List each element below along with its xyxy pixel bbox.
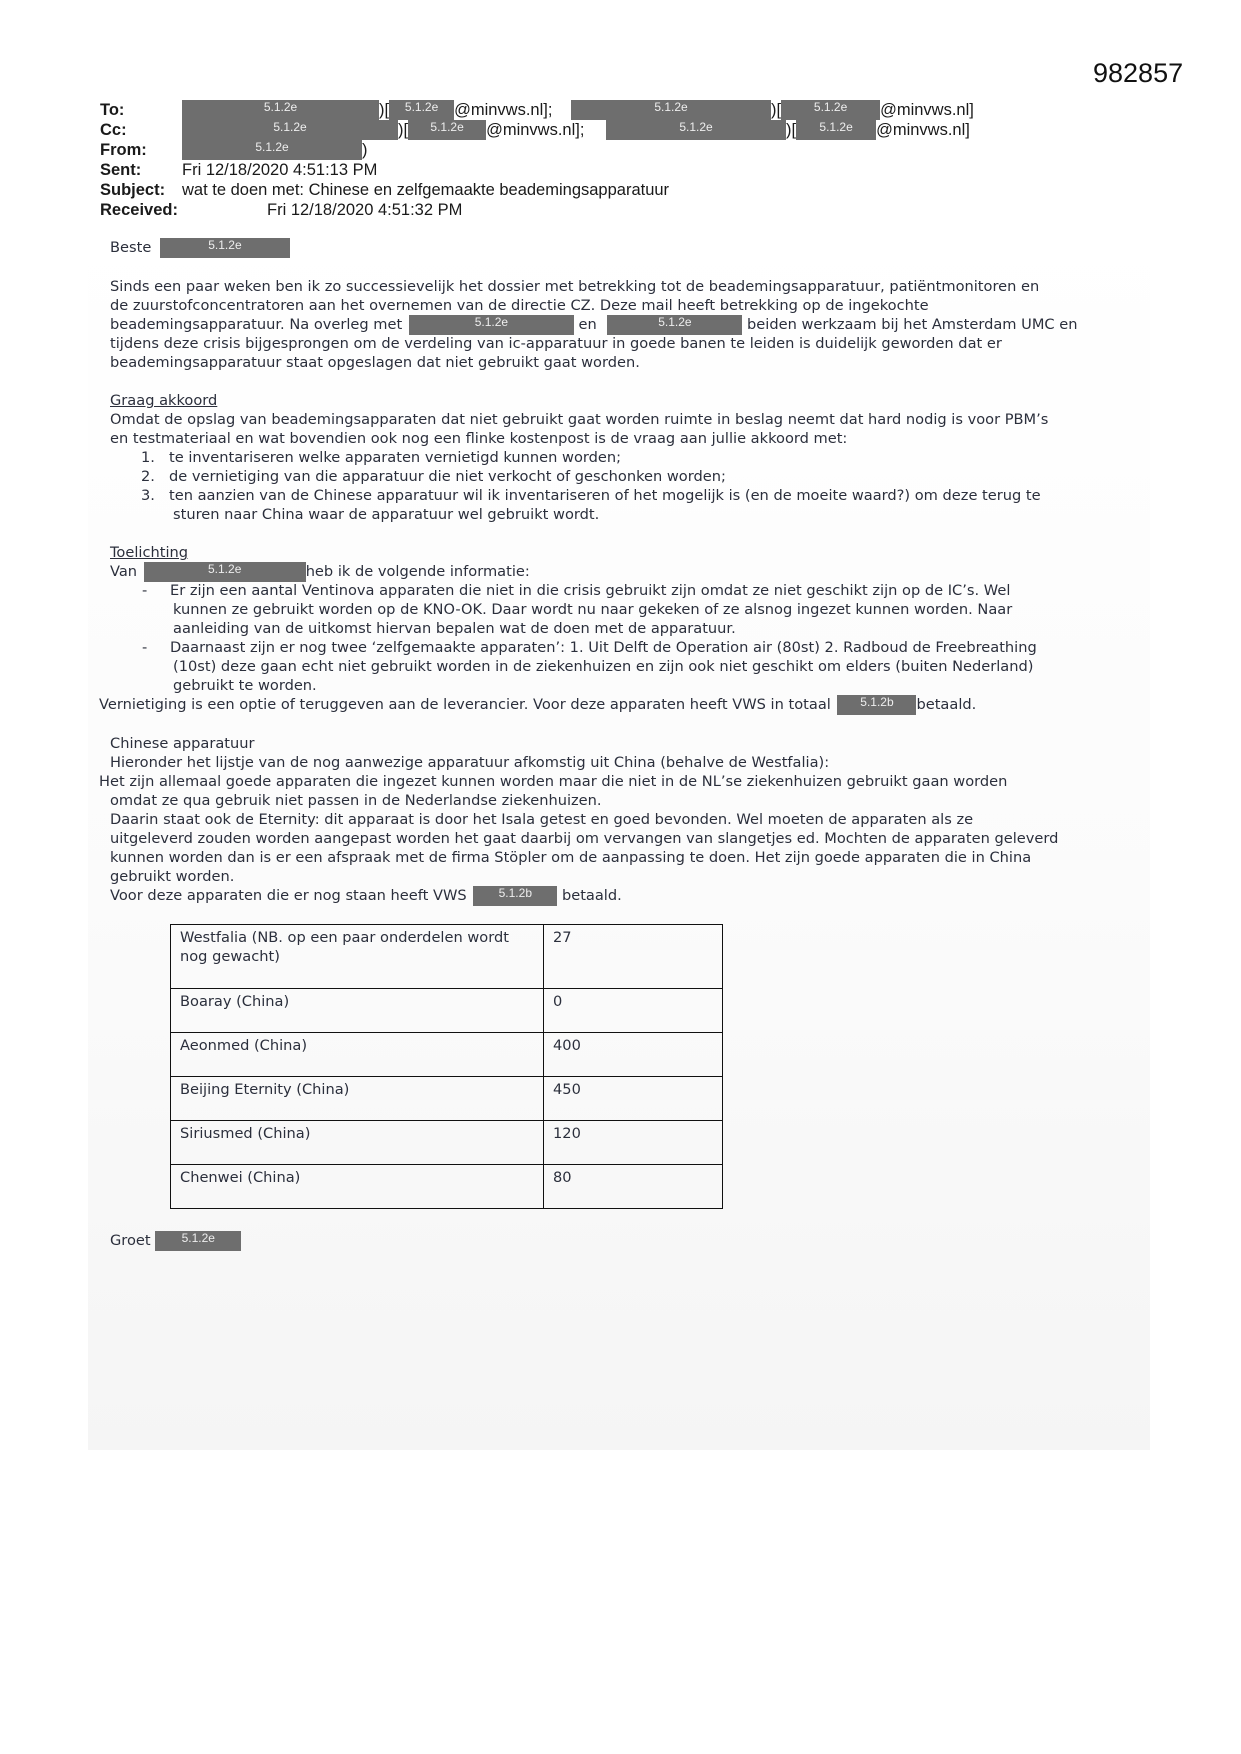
bullet-line: (10st) deze gaan echt niet gebruikt worden in de ziekenhuizen en zijn ook niet geschikt om elders (buiten Nederland) bbox=[173, 658, 1034, 675]
apparatus-table bbox=[170, 924, 723, 1209]
body-line: kunnen worden dan is er een afspraak met de firma Stöpler om de aanpassing te doen. Het zijn goede apparaten die in China bbox=[110, 849, 1032, 866]
table-cell-qty: 0 bbox=[544, 989, 723, 1033]
list-number: 2. bbox=[141, 468, 155, 485]
table-row bbox=[171, 989, 723, 1033]
redaction: 5.1.2e bbox=[182, 120, 398, 140]
body-line: Van 5.1.2e heb ik de volgende informatie: bbox=[110, 562, 530, 580]
table-cell-qty: 27 bbox=[544, 925, 723, 989]
email-domain: @minvws.nl]; bbox=[454, 101, 553, 119]
table-cell-name: Aeonmed (China) bbox=[171, 1033, 544, 1077]
redaction: 5.1.2e bbox=[182, 140, 362, 160]
list-item: de vernietiging van die apparatuur die niet verkocht of geschonken worden; bbox=[169, 468, 726, 485]
bullet-dash: - bbox=[142, 582, 148, 599]
table-row bbox=[171, 925, 723, 989]
sent-label: Sent: bbox=[100, 161, 142, 179]
redaction: 5.1.2e bbox=[606, 120, 786, 140]
table-cell-name: Boaray (China) bbox=[171, 989, 544, 1033]
table-row bbox=[171, 1077, 723, 1121]
document-id: 982857 bbox=[1093, 58, 1184, 88]
table-row bbox=[171, 1121, 723, 1165]
table-row bbox=[171, 1033, 723, 1077]
email-domain: @minvws.nl]; bbox=[486, 121, 585, 139]
body-line: Vernietiging is een optie of teruggeven aan de leverancier. Voor deze apparaten heeft VWS in totaal 5.1.2b betaald. bbox=[99, 695, 977, 713]
bullet-dash: - bbox=[142, 639, 148, 656]
body-line: gebruikt worden. bbox=[110, 868, 235, 885]
bracket: ) bbox=[362, 141, 368, 159]
body-line: omdat ze qua gebruik niet passen in de Nederlandse ziekenhuizen. bbox=[110, 792, 602, 809]
body-line: beademingsapparatuur. Na overleg met 5.1.2e en 5.1.2e beiden werkzaam bij het Amsterdam UMC en bbox=[110, 315, 1078, 333]
bullet-line: Er zijn een aantal Ventinova apparaten die niet in die crisis gebruikt zijn omdat ze niet geschikt zijn op de IC’s. Wel bbox=[170, 582, 1011, 599]
body-line: beademingsapparatuur staat opgeslagen dat niet gebruikt gaat worden. bbox=[110, 354, 640, 371]
sent-value: Fri 12/18/2020 4:51:13 PM bbox=[182, 161, 378, 179]
email-domain: @minvws.nl] bbox=[880, 101, 974, 119]
table-cell-name: Beijing Eternity (China) bbox=[171, 1077, 544, 1121]
body-line: Hieronder het lijstje van de nog aanwezige apparatuur afkomstig uit China (behalve de Westfalia): bbox=[110, 754, 830, 771]
subject-label: Subject: bbox=[100, 181, 166, 199]
redaction: 5.1.2e bbox=[160, 238, 290, 258]
bracket: )[ bbox=[771, 101, 782, 119]
redaction: 5.1.2e bbox=[408, 120, 486, 140]
table-cell-qty: 400 bbox=[544, 1033, 723, 1077]
redaction: 5.1.2e bbox=[607, 315, 742, 335]
table-cell-qty: 450 bbox=[544, 1077, 723, 1121]
redaction: 5.1.2b bbox=[473, 886, 557, 906]
redaction: 5.1.2e bbox=[389, 100, 454, 120]
body-line: en testmateriaal en wat bovendien ook nog een flinke kostenpost is de vraag aan jullie akkoord met: bbox=[110, 430, 848, 447]
redaction: 5.1.2e bbox=[409, 315, 574, 335]
subject-value: wat te doen met: Chinese en zelfgemaakte beademingsapparatuur bbox=[182, 181, 670, 199]
table-cell-name: Chenwei (China) bbox=[171, 1165, 544, 1209]
body-line: tijdens deze crisis bijgesprongen om de verdeling van ic-apparatuur in goede banen te leiden is duidelijk geworden dat er bbox=[110, 335, 1002, 352]
bracket: )[ bbox=[398, 121, 409, 139]
body-line: Sinds een paar weken ben ik zo successievelijk het dossier met betrekking tot de beademingsapparatuur, patiëntmonitoren en bbox=[110, 278, 1040, 295]
redaction: 5.1.2e bbox=[182, 100, 379, 120]
redaction: 5.1.2e bbox=[796, 120, 876, 140]
bullet-line: gebruikt te worden. bbox=[173, 677, 317, 694]
table-cell-qty: 120 bbox=[544, 1121, 723, 1165]
redaction: 5.1.2e bbox=[781, 100, 880, 120]
body-line: de zuurstofconcentratoren aan het overnemen van de directie CZ. Deze mail heeft betrekking op de ingekochte bbox=[110, 297, 929, 314]
redaction: 5.1.2b bbox=[837, 695, 916, 715]
cc-label: Cc: bbox=[100, 121, 127, 139]
bullet-line: aanleiding van de uitkomst hiervan bepalen wat de doen met de apparatuur. bbox=[173, 620, 736, 637]
body-line: uitgeleverd zouden worden aangepast worden het gaat daarbij om vervangen van slangetjes ed. Mochten de apparaten geleverd bbox=[110, 830, 1059, 847]
section-title: Toelichting bbox=[110, 544, 189, 561]
received-value: Fri 12/18/2020 4:51:32 PM bbox=[267, 201, 463, 219]
to-label: To: bbox=[100, 101, 125, 119]
list-item: ten aanzien van de Chinese apparatuur wil ik inventariseren of het mogelijk is (en de moeite waard?) om deze terug te bbox=[169, 487, 1041, 504]
table-row bbox=[171, 1165, 723, 1209]
body-line: Het zijn allemaal goede apparaten die ingezet kunnen worden maar die niet in de NL’se ziekenhuizen gebruikt gaan worden bbox=[99, 773, 1008, 790]
section-title: Graag akkoord bbox=[110, 392, 218, 409]
list-item: sturen naar China waar de apparatuur wel gebruikt wordt. bbox=[173, 506, 600, 523]
redaction: 5.1.2e bbox=[144, 562, 306, 582]
list-number: 1. bbox=[141, 449, 155, 466]
greeting: Beste 5.1.2e bbox=[110, 238, 290, 258]
redaction: 5.1.2e bbox=[155, 1231, 241, 1251]
bullet-line: Daarnaast zijn er nog twee ‘zelfgemaakte apparaten’: 1. Uit Delft de Operation air (80st) 2. Radboud de Freebreathing bbox=[170, 639, 1037, 656]
bullet-line: kunnen ze gebruikt worden op de KNO-OK. Daar wordt nu naar gekeken of ze alsnog ingezet kunnen worden. Naar bbox=[173, 601, 1013, 618]
redaction: 5.1.2e bbox=[571, 100, 771, 120]
bracket: )[ bbox=[786, 121, 797, 139]
body-line: Daarin staat ook de Eternity: dit apparaat is door het Isala getest en goed bevonden. Wel moeten de apparaten als ze bbox=[110, 811, 974, 828]
body-line: Voor deze apparaten die er nog staan heeft VWS 5.1.2b betaald. bbox=[110, 886, 622, 904]
table-cell-name: Westfalia (NB. op een paar onderdelen wordt nog gewacht) bbox=[171, 925, 544, 989]
section-title: Chinese apparatuur bbox=[110, 735, 255, 752]
email-domain: @minvws.nl] bbox=[876, 121, 970, 139]
list-number: 3. bbox=[141, 487, 155, 504]
bracket: )[ bbox=[379, 101, 390, 119]
closing: Groet 5.1.2e bbox=[110, 1231, 241, 1251]
from-label: From: bbox=[100, 141, 147, 159]
list-item: te inventariseren welke apparaten vernietigd kunnen worden; bbox=[169, 449, 622, 466]
table-cell-name: Siriusmed (China) bbox=[171, 1121, 544, 1165]
table-cell-qty: 80 bbox=[544, 1165, 723, 1209]
body-line: Omdat de opslag van beademingsapparaten dat niet gebruikt gaat worden ruimte in beslag neemt dat hard nodig is voor PBM’s bbox=[110, 411, 1049, 428]
received-label: Received: bbox=[100, 201, 178, 219]
